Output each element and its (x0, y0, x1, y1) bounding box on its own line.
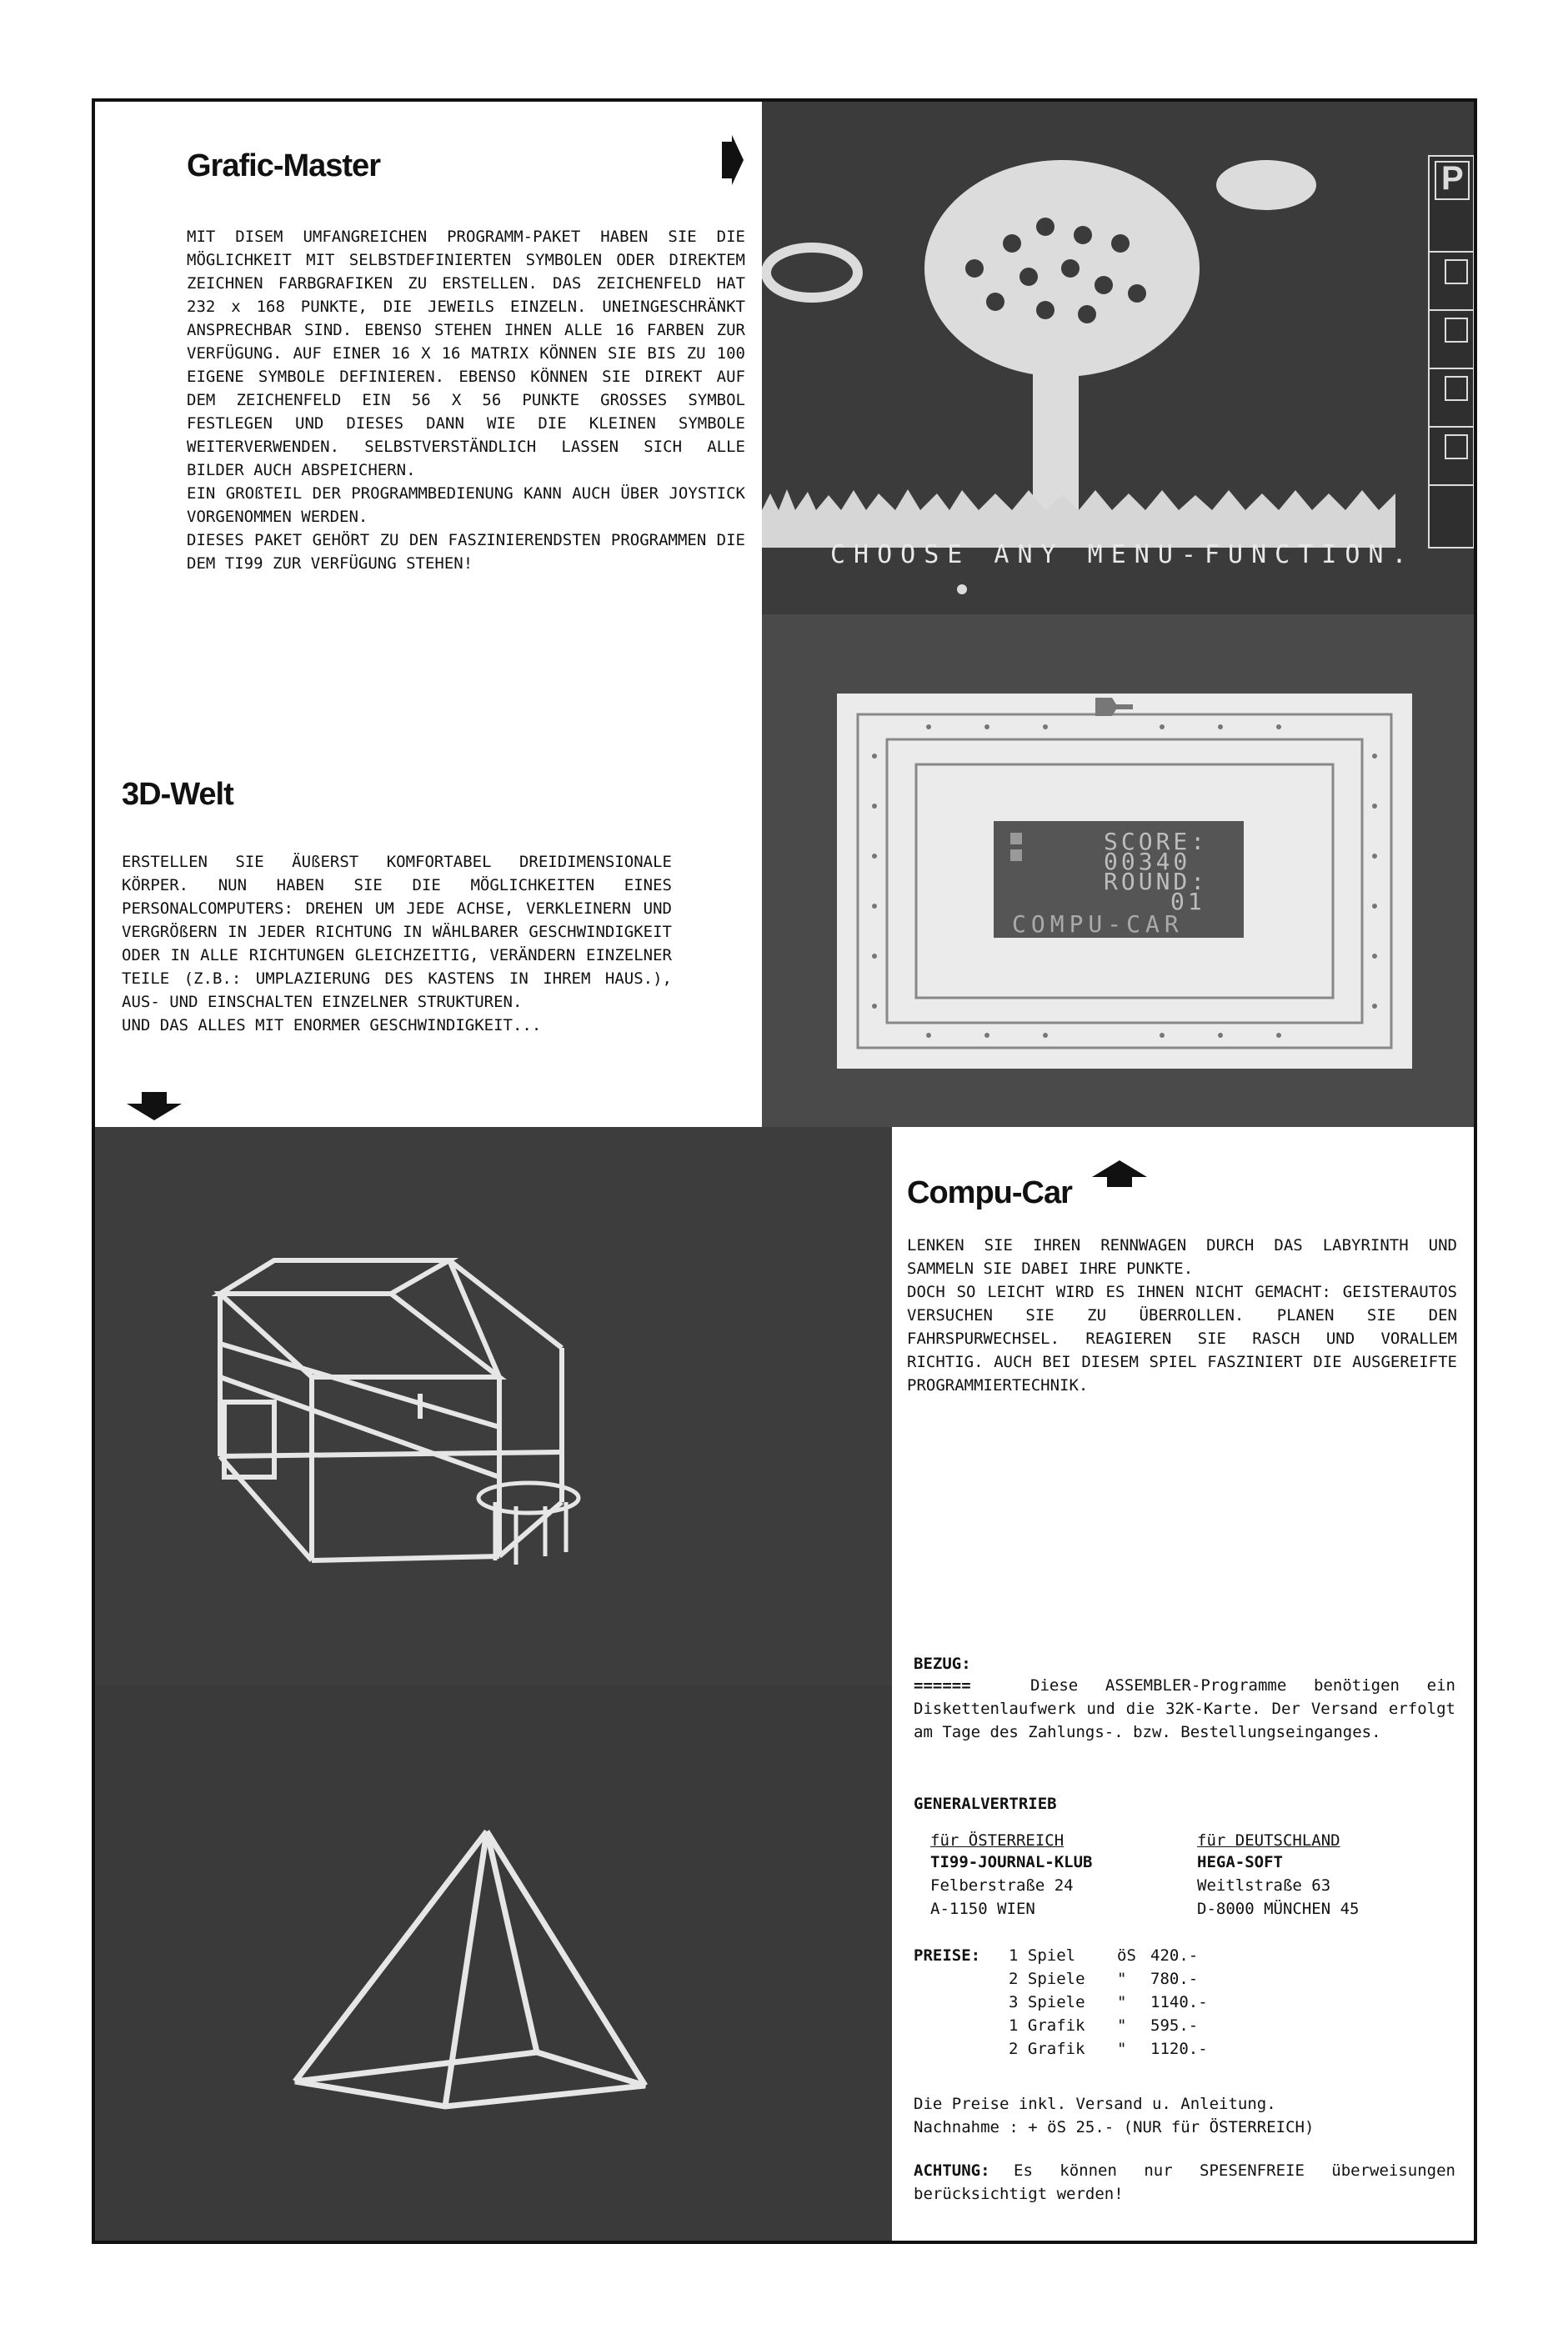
game-name: COMPU-CAR (1012, 910, 1184, 938)
preise-note-1: Die Preise inkl. Versand u. Anleitung. (914, 2095, 1276, 2113)
germany-city: D-8000 MÜNCHEN 45 (1197, 1900, 1360, 1918)
welt3d-paragraph-1: ERSTELLEN SIE ÄUßERST KOMFORTABEL DREIDIMENSIONALE KÖRPER. NUN HABEN SIE DIE MÖGLICHKEITEN EINES PERSONALCOMPUTERS: DREHEN UM JEDE ACHSE, VERKLEINERN UND VERGRÖßERN IN JEDER RICHTUNG IN WÄHLBARER GESCHWINDIGKEIT ODER IN ALLE RICHTUNGEN GLEICHZEITIG, VERÄNDERN EINZELNER TEILE (Z.B.: UMPLAZIERUNG DES KASTENS IN IHREM HAUS.), AUS- UND EINSCHALTEN EINZELNER STRUKTUREN. (122, 853, 672, 1011)
germany-label: für DEUTSCHLAND (1197, 1831, 1340, 1850)
achtung-text: Es können nur SPESENFREIE überweisungen berücksichtigt werden! (914, 2161, 1455, 2203)
austria-label: für ÖSTERREICH (930, 1831, 1065, 1850)
grafic-master-screenshot (762, 102, 1474, 614)
price-row: 2 Grafik " 1120.- (1009, 2040, 1208, 2058)
compu-car-paragraph-2: DOCH SO LEICHT WIRD ES IHNEN NICHT GEMACHT: GEISTERAUTOS VERSUCHEN SIE ZU ÜBERROLLEN. PLANEN SIE DEN FAHRSPURWECHSEL. REAGIEREN SIE RASCH UND VORALLEM RICHTIG. AUCH BEI DIESEM SPIEL FASZINIERT DIE AUSGEREIFTE PROGRAMMIERTECHNIK. (907, 1283, 1457, 1395)
compu-car-text (907, 1234, 1457, 1397)
score-label: SCORE: (1104, 828, 1209, 855)
score-value: 00340 (1104, 848, 1191, 875)
austria-name: TI99-JOURNAL-KLUB (930, 1853, 1093, 1871)
house-drawing (95, 1127, 892, 1685)
round-label: ROUND: (1104, 868, 1209, 895)
welt3d-title: 3D-Welt (122, 777, 233, 812)
pyramid-wireframe-photo (95, 1685, 892, 2241)
compu-car-panel (892, 1127, 1474, 1635)
generalvertrieb-heading: GENERALVERTRIEB (914, 1795, 1057, 1813)
price-row: 1 Spiel öS 420.- (1009, 1946, 1199, 1965)
compu-car-paragraph-1: LENKEN SIE IHREN RENNWAGEN DURCH DAS LABYRINTH UND SAMMELN SIE DABEI IHRE PUNKTE. (907, 1236, 1457, 1278)
price-list (1009, 1944, 1342, 2061)
welt3d-paragraph-2: UND DAS ALLES MIT ENORMER GESCHWINDIGKEIT... (122, 1016, 542, 1034)
compu-car-title: Compu-Car (907, 1175, 1072, 1210)
sidebar-letter: P (1441, 160, 1464, 197)
price-row: 2 Spiele " 780.- (1009, 1970, 1199, 1988)
preise-label: PREISE: (914, 1946, 981, 1965)
compu-car-screenshot (762, 614, 1474, 1127)
welt3d-text (122, 850, 672, 1037)
preise-note-2: Nachnahme : + öS 25.- (NUR für ÖSTERREICH) (914, 2118, 1315, 2136)
round-value: 01 (1170, 888, 1205, 915)
grafic-master-panel (95, 102, 762, 744)
arrow-right-icon (720, 135, 745, 185)
austria-street: Felberstraße 24 (930, 1876, 1074, 1895)
menu-prompt: CHOOSE ANY MENU-FUNCTION. (830, 540, 1415, 569)
price-row: 3 Spiele " 1140.- (1009, 1993, 1208, 2011)
arrow-down-icon (127, 1092, 182, 1120)
austria-city: A-1150 WIEN (930, 1900, 1035, 1918)
bezug-panel (892, 1635, 1474, 2241)
tree-drawing (762, 102, 1474, 614)
pyramid-drawing (95, 1685, 892, 2241)
house-wireframe-photo (95, 1127, 892, 1685)
welt3d-panel (95, 744, 762, 1127)
germany-name: HEGA-SOFT (1197, 1853, 1283, 1871)
bezug-text: Diese ASSEMBLER-Programme benötigen ein Diskettenlaufwerk und die 32K-Karte. Der Versand erfolgt am Tage des Zahlungs-. bzw. Bestellungseinganges. (914, 1676, 1455, 1741)
bezug-underline: ====== (914, 1676, 971, 1695)
grafic-master-text (187, 225, 745, 575)
achtung-label: ACHTUNG: (914, 2161, 990, 2180)
grafic-master-title: Grafic-Master (187, 148, 380, 183)
bezug-heading: BEZUG: (914, 1655, 971, 1673)
price-row: 1 Grafik " 595.- (1009, 2016, 1199, 2035)
germany-street: Weitlstraße 63 (1197, 1876, 1331, 1895)
grafic-master-paragraph-2: EIN GROßTEIL DER PROGRAMMBEDIENUNG KANN AUCH ÜBER JOYSTICK VORGENOMMEN WERDEN. (187, 484, 745, 526)
arrow-up-icon (1092, 1160, 1147, 1187)
grafic-master-paragraph-1: MIT DISEM UMFANGREICHEN PROGRAMM-PAKET HABEN SIE DIE MÖGLICHKEIT MIT SELBSTDEFINIERTEN SYMBOLEN ODER DIREKTEM ZEICHNEN FARBGRAFIKEN ZU ERSTELLEN. DAS ZEICHENFELD HAT 232 x 168 PUNKTE, DIE JEWEILS EINZELN. UNEINGESCHRÄNKT ANSPRECHBAR SIND. EBENSO STEHEN IHNEN ALLE 16 FARBEN ZUR VERFÜGUNG. AUF EINER 16 X 16 MATRIX KÖNNEN SIE BIS ZU 100 EIGENE SYMBOLE DEFINIEREN. EBENSO KÖNNEN SIE DIREKT AUF DEM ZEICHENFELD EIN 56 X 56 PUNKTE GROSSES SYMBOL FESTLEGEN UND DIESES DANN WIE DIE KLEINEN SYMBOLE WEITERVERWENDEN. SELBSTVERSTÄNDLICH LASSEN SICH ALLE BILDER AUCH ABSPEICHERN. (187, 228, 745, 479)
grafic-master-paragraph-3: DIESES PAKET GEHÖRT ZU DEN FASZINIERENDSTEN PROGRAMMEN DIE DEM TI99 ZUR VERFÜGUNG STEHEN! (187, 531, 745, 573)
